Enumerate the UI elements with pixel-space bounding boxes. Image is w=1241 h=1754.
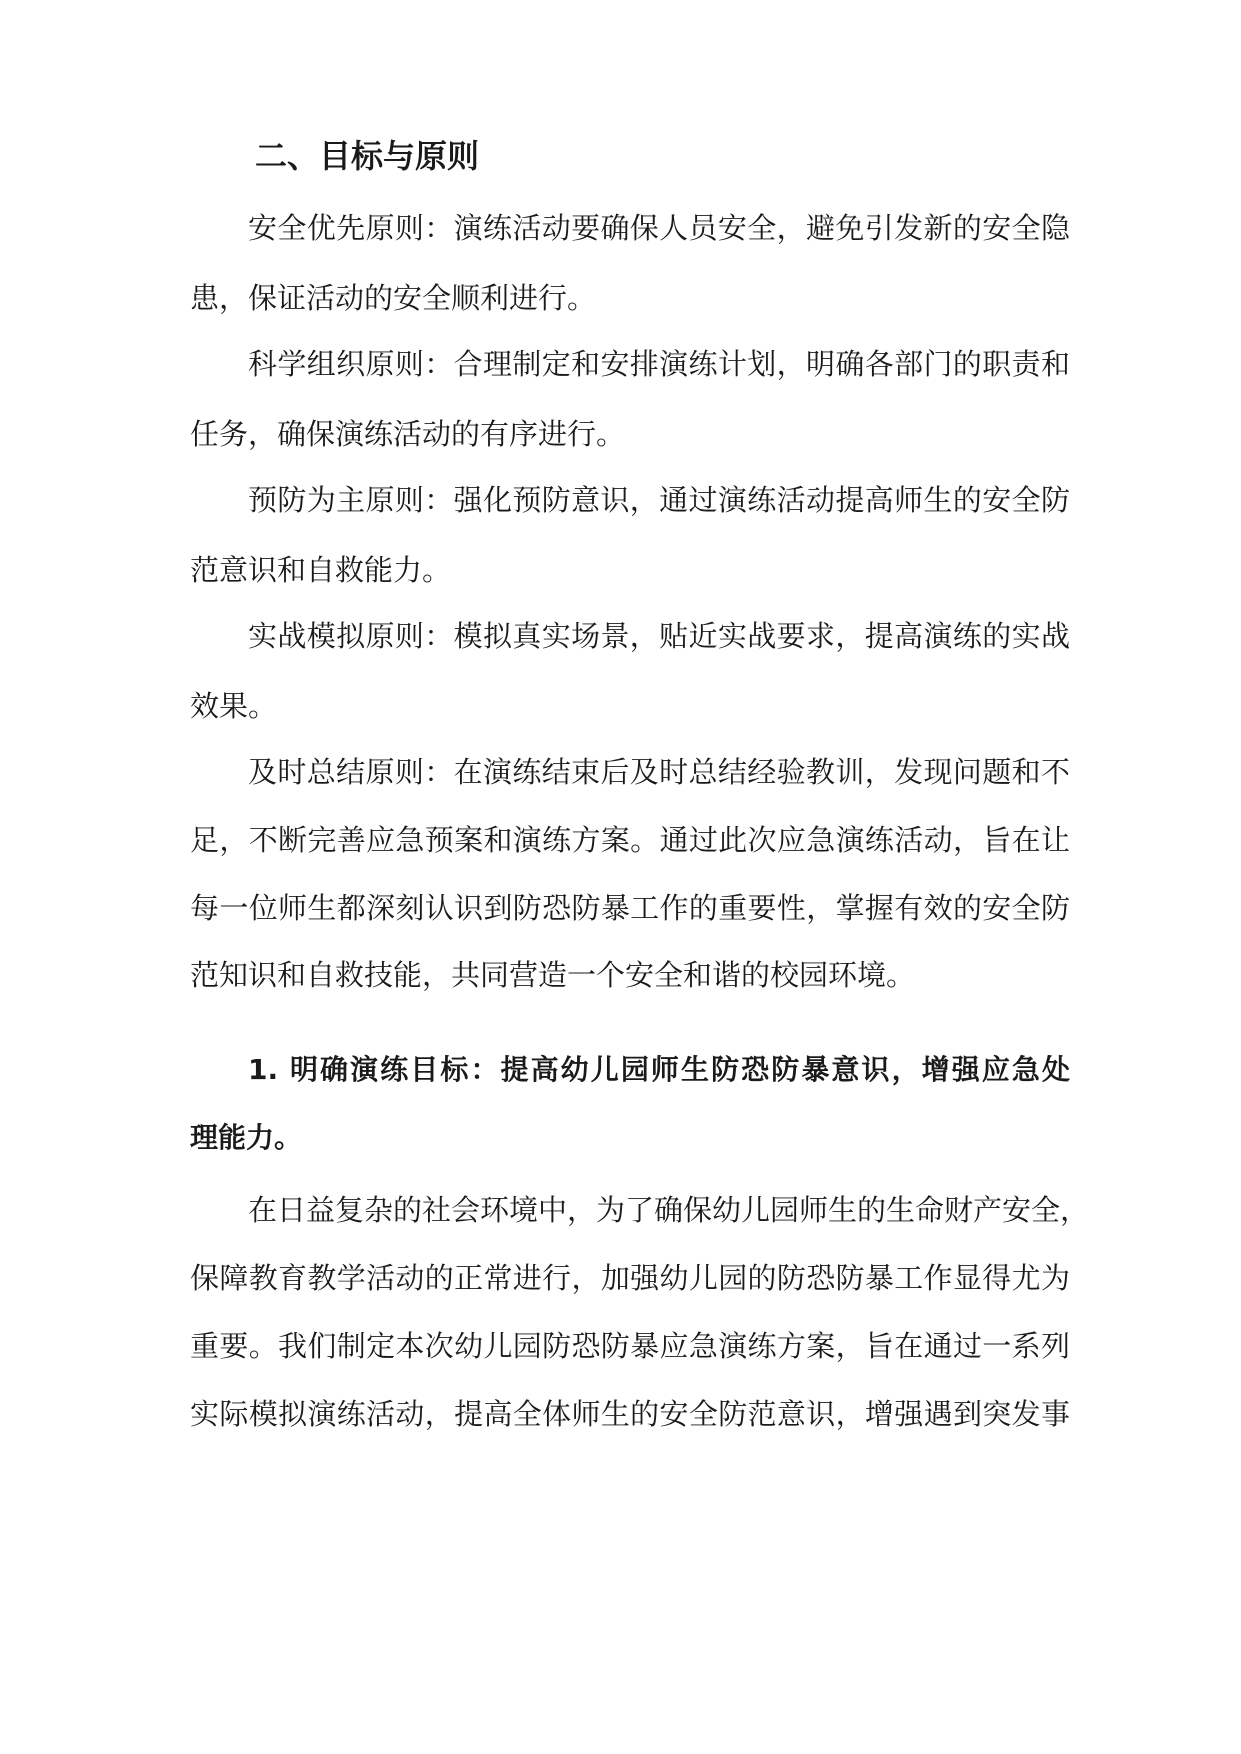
paragraph-line: 实际模拟演练活动，提高全体师生的安全防范意识，增强遇到突发事: [190, 1397, 1070, 1431]
subsection-heading-line: 理能力。: [190, 1121, 303, 1154]
paragraph-line: 保障教育教学活动的正常进行，加强幼儿园的防恐防暴工作显得尤为: [190, 1261, 1070, 1295]
paragraph-line: 效果。: [190, 689, 278, 723]
paragraph-line: 任务，确保演练活动的有序进行。: [190, 417, 626, 451]
section-title: 二、目标与原则: [255, 137, 480, 175]
paragraph-line: 重要。我们制定本次幼儿园防恐防暴应急演练方案，旨在通过一系列: [190, 1329, 1070, 1363]
paragraph-line: 科学组织原则：合理制定和安排演练计划，明确各部门的职责和: [248, 347, 1070, 381]
paragraph-line: 范意识和自救能力。: [190, 553, 452, 587]
paragraph-line: 在日益复杂的社会环境中，为了确保幼儿园师生的生命财产安全，: [248, 1193, 1090, 1227]
paragraph-line: 足，不断完善应急预案和演练方案。通过此次应急演练活动，旨在让: [190, 823, 1070, 857]
paragraph-line: 及时总结原则：在演练结束后及时总结经验教训，发现问题和不: [248, 755, 1070, 789]
paragraph-line: 范知识和自救技能，共同营造一个安全和谐的校园环境。: [190, 958, 916, 992]
paragraph-line: 实战模拟原则：模拟真实场景，贴近实战要求，提高演练的实战: [248, 619, 1070, 653]
paragraph-line: 患，保证活动的安全顺利进行。: [190, 281, 597, 315]
paragraph-line: 安全优先原则：演练活动要确保人员安全，避免引发新的安全隐: [248, 211, 1070, 245]
subsection-heading-line: 1. 明确演练目标：提高幼儿园师生防恐防暴意识，增强应急处: [248, 1053, 1070, 1086]
paragraph-line: 每一位师生都深刻认识到防恐防暴工作的重要性，掌握有效的安全防: [190, 891, 1070, 925]
paragraph-line: 预防为主原则：强化预防意识，通过演练活动提高师生的安全防: [248, 483, 1070, 517]
